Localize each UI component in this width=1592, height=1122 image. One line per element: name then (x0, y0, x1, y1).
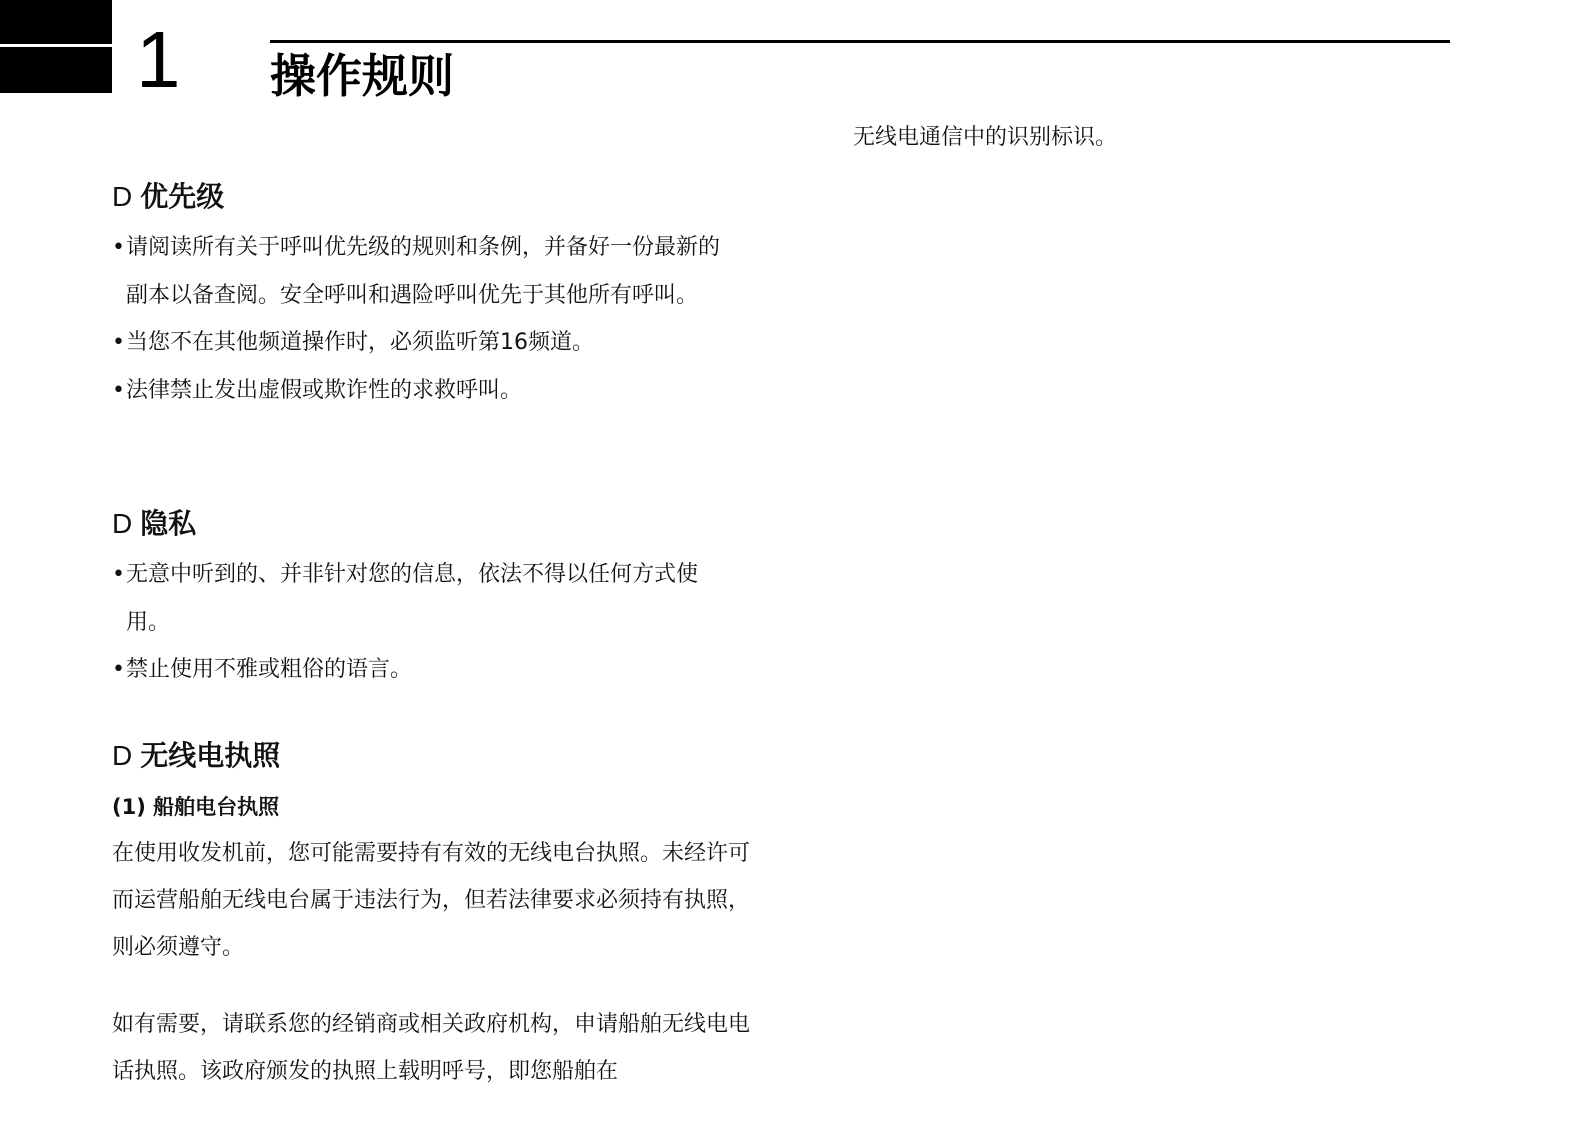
bullet-text: 禁止使用不雅或粗俗的语言。 (126, 657, 413, 682)
priority-bullet-list (112, 224, 734, 414)
list-item (112, 224, 734, 319)
subheading-ship-station-license: (1) 船舶电台执照 (112, 795, 280, 819)
section-marker: D (112, 181, 133, 212)
section-heading-radio-license (112, 739, 280, 773)
section-title: 隐私 (140, 507, 197, 540)
bullet-text: 无意中听到的、并非针对您的信息，依法不得以任何方式使用。 (126, 562, 699, 635)
list-item (112, 367, 734, 415)
continuation-text: 无线电通信中的识别标识。 (853, 125, 1118, 150)
section-heading-privacy (112, 507, 196, 541)
title-rule (270, 40, 1450, 43)
bullet-text: 法律禁止发出虚假或欺诈性的求救呼叫。 (126, 377, 523, 403)
chapter-number: 1 (136, 15, 181, 104)
chapter-tab-bottom (0, 47, 112, 93)
section-marker: D (112, 740, 133, 771)
section-title: 无线电执照 (140, 739, 281, 772)
right-column (853, 120, 1473, 156)
section-heading-priority (112, 180, 224, 214)
paragraph: 在使用收发机前，您可能需要持有有效的无线电台执照。未经许可而运营船舶无线电台属于违法行为，但若法律要求必须持有执照，则必须遵守。 (112, 841, 751, 960)
privacy-bullet-list (112, 551, 712, 694)
bullet-text: 当您不在其他频道操作时，必须监听第16频道。 (126, 330, 594, 355)
list-item (112, 319, 734, 367)
chapter-tab-top (0, 0, 112, 44)
section-title: 优先级 (140, 180, 225, 213)
chapter-title: 操作规则 (270, 49, 454, 103)
bullet-dot: • (112, 330, 125, 355)
bullet-dot: • (112, 235, 125, 260)
list-item (112, 551, 712, 646)
bullet-dot: • (112, 377, 125, 403)
bullet-dot: • (112, 657, 125, 682)
paragraph: 如有需要，请联系您的经销商或相关政府机构，申请船舶无线电电话执照。该政府颁发的执照上载明呼号，即您船舶在 (112, 1012, 751, 1084)
bullet-text: 请阅读所有关于呼叫优先级的规则和条例，并备好一份最新的副本以备查阅。安全呼叫和遇险呼叫优先于其他所有呼叫。 (126, 235, 721, 308)
bullet-dot: • (112, 562, 125, 587)
section-marker: D (112, 508, 133, 539)
list-item (112, 646, 712, 694)
